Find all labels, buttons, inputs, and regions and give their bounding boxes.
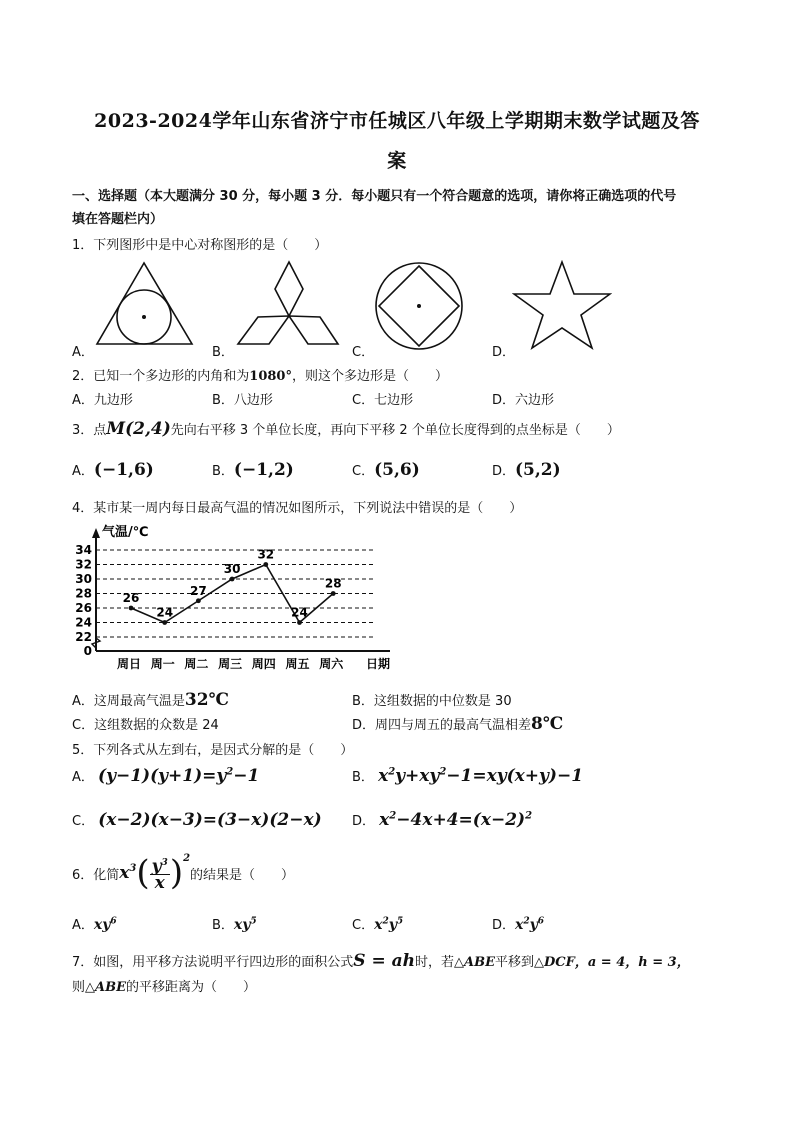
question-5-stem: 5．下列各式从左到右，是因式分解的是（ ）: [72, 743, 354, 758]
q7-mid: 时，若△: [415, 955, 465, 970]
q4-option-b[interactable]: B．这组数据的中位数是 30: [352, 694, 512, 709]
q4-temperature-line-chart: [70, 520, 400, 678]
q5-option-b[interactable]: [352, 766, 583, 786]
q1-option-a-label[interactable]: A．: [72, 345, 94, 360]
q2-option-a[interactable]: A．九边形: [72, 393, 133, 408]
q1-option-c-label[interactable]: C．: [352, 345, 375, 360]
x-tick-label: 周三: [218, 657, 243, 671]
q3-option-d-value: (5,2): [515, 460, 561, 480]
q7-abe: ABE: [464, 955, 495, 970]
x-tick-label: 周二: [184, 657, 209, 671]
q3-option-b-label: B．: [212, 464, 234, 479]
q3-option-a[interactable]: [72, 460, 154, 480]
q5-option-b-label: B．: [352, 770, 374, 785]
q6-option-b-math: $xy^5$: [233, 916, 257, 933]
q6-option-a-label: A．: [72, 918, 94, 933]
data-point: [129, 606, 134, 611]
y-tick-label: 34: [75, 543, 92, 557]
q5-option-c-label: C．: [72, 814, 95, 829]
q3-option-c[interactable]: [352, 460, 420, 480]
q3-option-a-label: A．: [72, 464, 94, 479]
q3-stem-math: M(2,4): [106, 419, 171, 439]
q4-option-d-text: D．周四与周五的最高气温相差: [352, 718, 532, 733]
q5-option-d-label: D．: [352, 814, 376, 829]
y-tick-label: 0: [83, 644, 92, 658]
q2-option-d[interactable]: D．六边形: [492, 393, 555, 408]
y-tick-label: 24: [75, 615, 92, 630]
q6-fraction: $\frac{y^3}{x}$: [151, 856, 168, 894]
q6-option-a-math: $xy^6$: [93, 916, 117, 933]
q5-option-d-math: $x^2-4x+4=(x-2)^2$: [379, 810, 533, 830]
q1-figure-d-star: [512, 260, 612, 352]
q4-option-a[interactable]: [72, 690, 229, 710]
question-3-stem: [72, 419, 620, 439]
q7-mid2: 平移到△: [495, 955, 544, 970]
q3-option-c-value: (5,6): [374, 460, 420, 480]
q5-option-a-math: $(y-1)(y+1)=y^2-1$: [98, 766, 260, 786]
y-axis-title: 气温/℃: [102, 525, 149, 540]
q4-option-a-text: A．这周最高气温是: [72, 694, 185, 709]
q2-stem-post: ，则这个多边形是（ ）: [291, 369, 448, 384]
q7-line2-pre: 则△: [72, 980, 95, 995]
x-tick-label: 周六: [319, 657, 344, 671]
q7-formula: S = ah: [353, 951, 416, 971]
q4-option-d[interactable]: [352, 714, 563, 734]
q6-expression: x 3 ( $\frac{y^3}{x}$ ) $^2$: [119, 852, 191, 894]
data-label: 28: [324, 576, 342, 591]
data-label: 24: [291, 605, 308, 620]
q4-option-a-math: 32℃: [184, 690, 229, 710]
q6-stem-pre: 6．化简: [72, 867, 120, 883]
q2-option-c[interactable]: C．七边形: [352, 393, 414, 408]
q6-option-c[interactable]: [352, 914, 403, 933]
q6-option-d-label: D．: [492, 918, 516, 933]
data-label: 30: [223, 562, 241, 576]
q1-figure-c-circle-square: [372, 261, 466, 351]
q3-option-d[interactable]: [492, 460, 561, 480]
q5-option-c-math: (x−2)(x−3)=(3−x)(2−x): [98, 810, 322, 830]
q4-option-c[interactable]: C．这组数据的众数是 24: [72, 718, 219, 733]
x-tick-label: 周一: [150, 657, 175, 671]
y-tick-label: 22: [75, 630, 92, 644]
question-4-stem: 4．某市某一周内每日最高气温的情况如图所示，下列说法中错误的是（ ）: [72, 501, 523, 516]
section1-heading-continued: 填在答题栏内）: [72, 212, 164, 227]
data-label: 26: [122, 591, 140, 605]
q6-stem-post: 的结果是（ ）: [190, 867, 295, 883]
q5-option-c[interactable]: [72, 810, 322, 830]
q3-option-b-value: (−1,2): [233, 460, 294, 480]
q5-option-a[interactable]: [72, 766, 259, 786]
y-axis-arrow: [92, 528, 100, 538]
page-title-continued: 案: [387, 150, 407, 172]
q6-option-d-math: $x^2y^6$: [515, 916, 545, 933]
q7-line2-abe: ABE: [95, 980, 126, 995]
x-axis-title: 日期: [365, 657, 391, 671]
section1-heading: 一、选择题（本大题满分 30 分，每小题 3 分．每小题只有一个符合题意的选项，请你将正确选项的代号: [72, 189, 677, 204]
data-point: [331, 591, 336, 596]
q5-option-b-math: $x^2y+xy^2-1=xy(x+y)-1$: [378, 766, 584, 786]
q3-stem-pre: 3．点: [72, 423, 107, 438]
question-2-stem: [72, 365, 448, 384]
data-point: [230, 577, 235, 582]
data-label: 24: [156, 605, 174, 620]
q2-option-b[interactable]: B．八边形: [212, 393, 273, 408]
x-tick-label: 周日: [116, 657, 142, 671]
q2-stem-math: 1080°: [249, 369, 292, 384]
data-point: [263, 562, 268, 567]
q1-option-d-label[interactable]: D．: [492, 345, 516, 360]
y-tick-label: 30: [75, 572, 92, 586]
data-label: 27: [190, 583, 207, 598]
y-tick-label: 32: [75, 557, 92, 572]
q7-values: ，a = 4，h = 3，: [574, 955, 690, 970]
data-label: 32: [257, 547, 275, 562]
page-title: 2023-2024学年山东省济宁市任城区八年级上学期期末数学试题及答: [94, 110, 700, 132]
question-7-stem-continued: [72, 976, 256, 995]
q2-stem-pre: 2．已知一个多边形的内角和为: [72, 369, 250, 384]
q6-option-b-label: B．: [212, 918, 234, 933]
data-point: [196, 598, 201, 603]
q6-option-c-math: $x^2y^5$: [374, 916, 404, 933]
q6-option-d[interactable]: [492, 914, 544, 933]
q7-pre: 7．如图，用平移方法说明平行四边形的面积公式: [72, 955, 354, 970]
q7-line2-post: 的平移距离为（ ）: [125, 980, 256, 995]
y-tick-label: 28: [75, 586, 92, 601]
data-point: [297, 620, 302, 625]
x-tick-label: 周五: [285, 657, 310, 671]
q3-option-b[interactable]: [212, 460, 294, 480]
q1-figure-a-triangle-incircle: [94, 260, 198, 348]
q3-option-c-label: C．: [352, 464, 375, 479]
q5-option-d[interactable]: [352, 810, 532, 830]
q3-stem-post: 先向右平移 3 个单位长度，再向下平移 2 个单位长度得到的点坐标是（ ）: [170, 423, 620, 438]
q6-option-b[interactable]: [212, 914, 257, 933]
q1-option-b-label[interactable]: B．: [212, 345, 234, 360]
data-point: [162, 620, 167, 625]
y-tick-label: 26: [75, 601, 92, 615]
q5-option-a-label: A．: [72, 770, 94, 785]
q3-option-d-label: D．: [492, 464, 516, 479]
q4-option-d-math: 8℃: [531, 714, 564, 734]
question-1-stem: 1．下列图形中是中心对称图形的是（ ）: [72, 238, 328, 253]
q6-option-a[interactable]: [72, 914, 117, 933]
q7-dcf: DCF: [544, 955, 575, 970]
q3-option-a-value: (−1,6): [93, 460, 154, 480]
q1-figure-b-three-rhombus: [236, 260, 340, 348]
question-7-stem: [72, 951, 690, 971]
question-6-stem: [72, 850, 294, 896]
x-tick-label: 周四: [251, 657, 276, 671]
q6-option-c-label: C．: [352, 918, 375, 933]
